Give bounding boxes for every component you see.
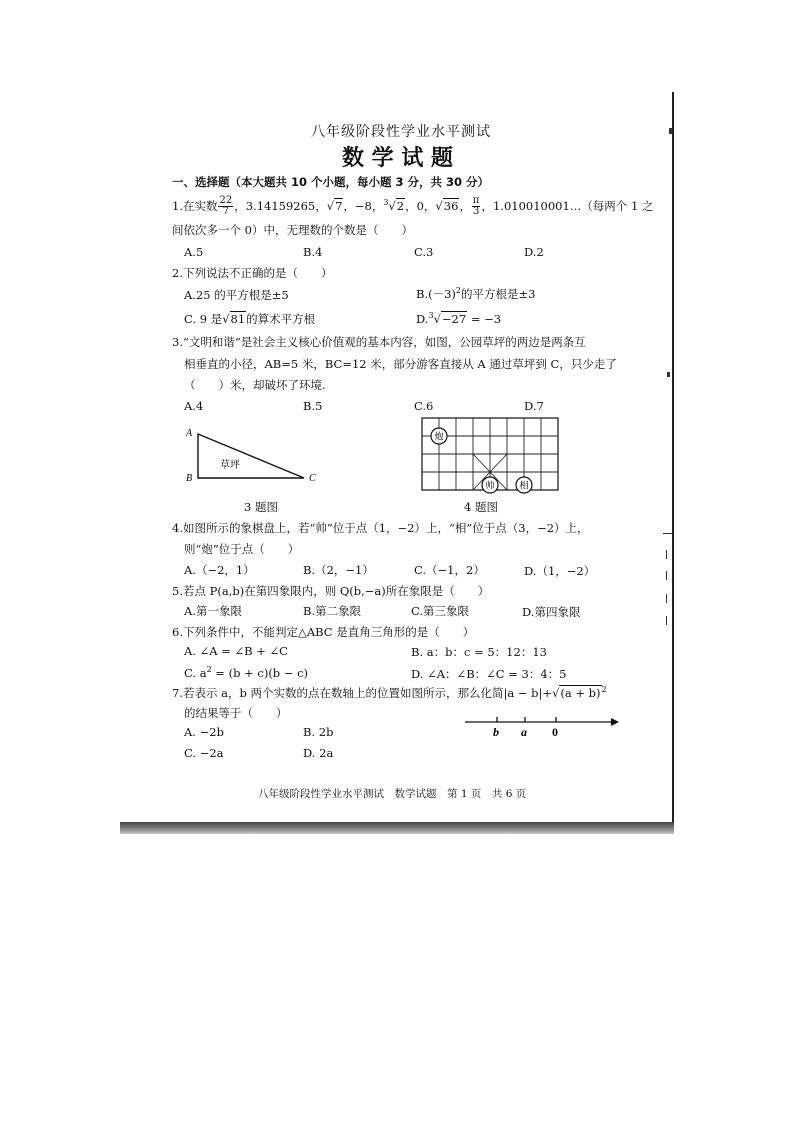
- question-1-line-2: 间依次多一个 0）中，无理数的个数是（ ）: [172, 223, 413, 237]
- edge-mark: [667, 372, 670, 377]
- question-4-line-2: 则“炮”位于点（ ）: [184, 542, 300, 556]
- q2-optd-post: = −3: [467, 311, 502, 326]
- edge-mark: [666, 594, 667, 603]
- q1-part-c: ，0，: [405, 198, 436, 213]
- question-7-line-2: 的结果等于（ ）: [184, 706, 288, 720]
- q1-part-d: ，: [459, 198, 471, 213]
- q1-cbrt-index: 3: [383, 198, 389, 207]
- figure-3-triangle: [182, 424, 327, 490]
- q2-optb-post: 的平方根是±3: [461, 287, 536, 301]
- sqrt-symbol: √: [552, 686, 560, 700]
- q2-optb-exp: 2: [455, 286, 461, 296]
- question-3-line-3: （ ）米，却破坏了环境.: [184, 378, 326, 392]
- axis-arrow-icon: [611, 718, 619, 726]
- figure-3-caption: 3 题图: [244, 500, 278, 514]
- section-heading: 一、选择题（本大题共 10 个小题，每小题 3 分，共 30 分）: [172, 175, 490, 189]
- vertex-b-label: B: [186, 473, 193, 484]
- sqrt-symbol: √: [435, 198, 443, 213]
- q2-optc-post: 的算术平方根: [246, 312, 316, 326]
- q1-sqrt36: 36: [443, 198, 459, 213]
- q1-option-b: B.4: [303, 245, 323, 259]
- q2-optd-pre: D.: [416, 311, 429, 326]
- edge-mark: [666, 616, 667, 625]
- q2-optb-pre: B.: [416, 287, 429, 301]
- point-a-label: a: [521, 725, 527, 739]
- exam-title: 数 学 试 题: [342, 146, 453, 171]
- q7-option-c: C. −2a: [184, 746, 224, 760]
- edge-mark: [669, 128, 672, 134]
- q7-option-d: D. 2a: [303, 746, 334, 760]
- q4-option-c: C.（−1，2）: [414, 563, 485, 577]
- q6-option-b: B. a：b：c = 5：12：13: [411, 645, 547, 659]
- q4-option-a: A.（−2，1）: [184, 563, 255, 577]
- q5-option-d: D.第四象限: [522, 605, 581, 619]
- pao-piece: [431, 428, 447, 444]
- q2-optc-rad: 81: [230, 312, 246, 326]
- question-5-stem: 5.若点 P(a,b)在第四象限内，则 Q(b,−a)所在象限是（ ）: [172, 584, 490, 598]
- exam-subtitle: 八年级阶段性学业水平测试: [311, 124, 491, 140]
- question-1-line-1: [172, 188, 653, 221]
- q1-sqrt7: 7: [335, 198, 343, 213]
- q1-frac1-den: 7: [222, 206, 230, 218]
- q6-optc-exp: 2: [206, 665, 212, 674]
- q7-option-a: A. −2b: [184, 725, 224, 739]
- q1-option-c: C.3: [414, 245, 434, 259]
- q2-optd-rad: −27: [441, 311, 467, 326]
- point-b-label: b: [493, 725, 499, 739]
- q2-option-a: A.25 的平方根是±5: [184, 288, 289, 302]
- lawn-label: 草坪: [220, 460, 240, 471]
- fraction-pi-3: [472, 196, 481, 217]
- q6-option-a: A. ∠A = ∠B + ∠C: [184, 644, 288, 658]
- q2-optb-base: (－3): [428, 287, 456, 301]
- q3-option-c: C.6: [414, 399, 434, 413]
- pao-label: 炮: [434, 432, 444, 443]
- vertex-a-label: A: [186, 428, 193, 439]
- fraction-22-7: [218, 196, 233, 217]
- q6-option-c: [184, 665, 308, 680]
- edge-mark: [666, 571, 667, 580]
- question-2-stem: 2.下列说法不正确的是（ ）: [172, 266, 333, 280]
- question-3-line-1: 3.“文明和谐”是社会主义核心价值观的基本内容，如图，公园草坪的两边是两条互: [172, 335, 586, 349]
- q5-option-a: A.第一象限: [184, 604, 242, 618]
- q1-frac2-den: 3: [472, 206, 480, 218]
- q4-option-b: B.（2，−1）: [303, 563, 374, 577]
- q1-option-a: A.5: [184, 245, 204, 259]
- q7-line1-pre: 7.若表示 a，b 两个实数的点在数轴上的位置如图所示，那么化简|a − b|+: [172, 686, 553, 700]
- sqrt-symbol: √: [388, 198, 396, 213]
- q1-frac1-num: 22: [219, 195, 233, 207]
- question-7-line-1: [172, 685, 607, 701]
- figure-4-chessboard: [418, 414, 564, 494]
- triangle-shape: [198, 434, 304, 478]
- q5-option-c: C.第三象限: [411, 604, 470, 618]
- q7-line1-exp: 2: [601, 685, 607, 695]
- q3-option-d: D.7: [524, 399, 544, 413]
- page-footer: 八年级阶段性学业水平测试 数学试题 第 1 页 共 6 页: [258, 788, 527, 800]
- q1-part-e: ，1.010010001…（每两个 1 之: [481, 198, 654, 213]
- q1-part-a: ，3.14159265，: [234, 198, 327, 213]
- question-6-stem: 6.下列条件中，不能判定△ABC 是直角三角形的是（ ）: [172, 625, 475, 639]
- xiang-label: 相: [519, 481, 529, 492]
- q2-optc-pre: C. 9 是: [184, 312, 223, 326]
- q1-option-d: D.2: [524, 245, 544, 259]
- q6-optc-pre: C. a: [184, 665, 207, 680]
- sqrt-symbol: √: [326, 198, 335, 213]
- q5-option-b: B.第二象限: [303, 604, 362, 618]
- q2-optd-idx: 3: [428, 311, 434, 320]
- q2-option-d: [416, 311, 501, 326]
- sqrt-symbol: √: [433, 311, 441, 326]
- q1-prefix: 1.在实数: [172, 198, 218, 213]
- vertex-c-label: C: [309, 473, 316, 484]
- q6-optc-post: = (b + c)(b − c): [211, 665, 309, 680]
- question-3-line-2: 相垂直的小径，AB=5 米，BC=12 米，部分游客直接从 A 通过草坪到 C，只少走了: [184, 357, 617, 371]
- paper-bottom-edge: [120, 822, 674, 834]
- sqrt-symbol: √: [222, 312, 230, 326]
- paper-right-edge: [672, 92, 674, 830]
- q3-option-a: A.4: [184, 399, 204, 413]
- q1-cbrt2: 2: [396, 198, 405, 213]
- number-line-figure: [463, 712, 619, 742]
- edge-mark: [666, 550, 667, 559]
- origin-label: 0: [552, 725, 558, 739]
- q4-option-d: D.（1，−2）: [524, 564, 596, 578]
- shuai-label: 帅: [485, 481, 495, 492]
- shuai-piece: [482, 477, 498, 493]
- edge-mark: [663, 533, 672, 534]
- q2-option-b: [416, 286, 535, 302]
- q6-option-d: D. ∠A：∠B：∠C = 3：4：5: [411, 667, 567, 681]
- figure-4-caption: 4 题图: [464, 500, 498, 514]
- q7-option-b: B. 2b: [303, 725, 334, 739]
- q1-frac2-num: π: [472, 195, 480, 207]
- q7-line1-rad: (a + b): [560, 686, 601, 700]
- q2-option-c: [184, 311, 315, 327]
- question-4-line-1: 4.如图所示的象棋盘上，若“帅”位于点（1，−2）上，“相”位于点（3，−2）上，: [172, 521, 589, 535]
- q1-part-b: ，−8，: [343, 198, 384, 213]
- xiang-piece: [516, 477, 532, 493]
- q3-option-b: B.5: [303, 399, 323, 413]
